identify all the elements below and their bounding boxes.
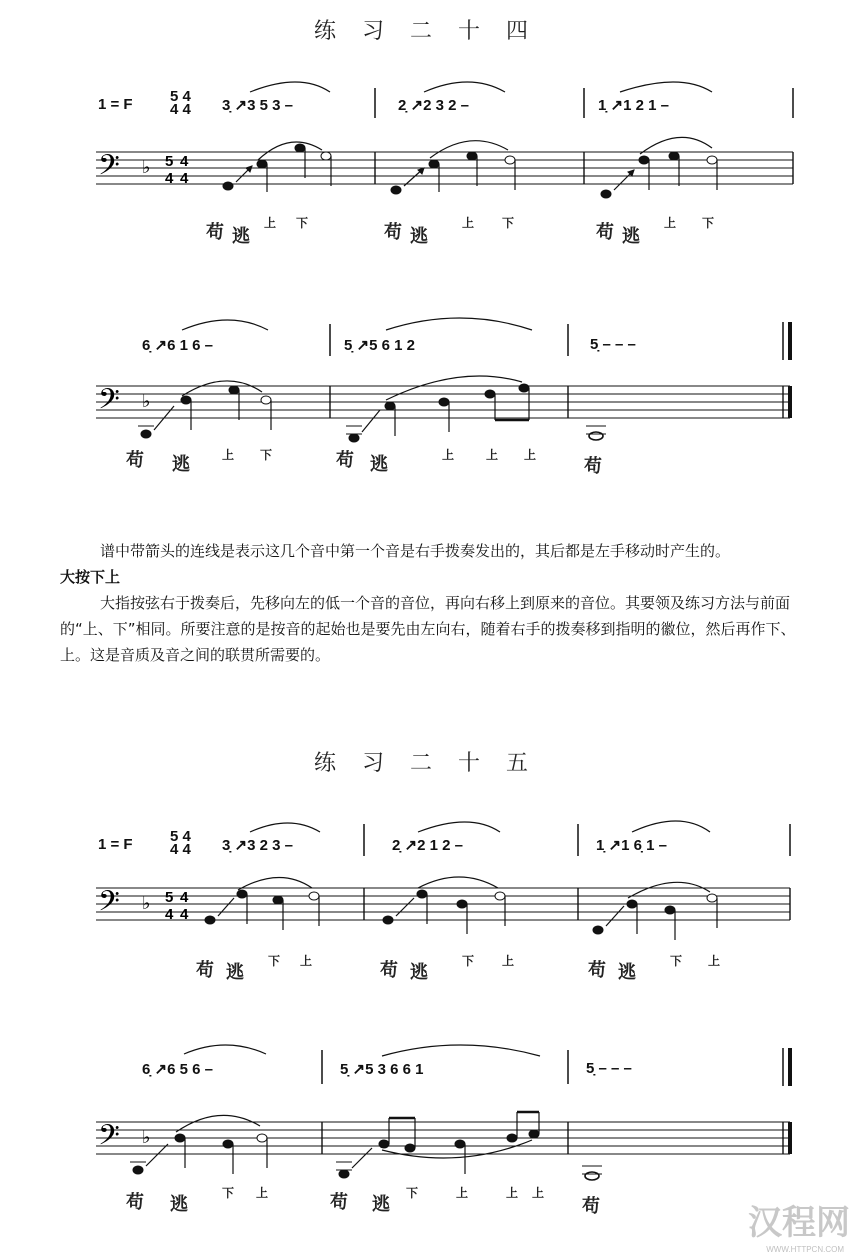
measure-2-notation: 2̣ ↗2 1 2 – [392,837,463,854]
fingering-char: 上 [664,216,677,230]
bass-clef-icon: 𝄢 [98,149,120,189]
paragraph-technique: 大指按弦右于拨奏后，先移向左的低一个音的音位，再向右移上到原来的音位。其要领及练习方法与前面的“上、下”相同。所要注意的是按音的起始也是要先由左向右，随着右手的拨奏移到指明的徽位，然后再作下、上。这是音质及音之间的联贯所需要的。 [60,594,796,664]
bass-clef-icon: 𝄢 [98,1119,120,1159]
fingering-char: 苟 [206,222,224,243]
measure-6-notation: 5̣ – – – [586,1060,632,1077]
fingering-char: 上 [486,448,499,462]
slur-arc [250,82,330,92]
staff-row-3 [0,800,868,1000]
fingering-char: 下 [260,448,273,462]
measure-5-notation: 5̣ ↗5 3 6 6 1 [340,1061,424,1078]
time-signature-top: 5 4 [170,88,191,105]
svg-text:4: 4 [180,889,189,906]
time-signature-top: 5 4 [170,828,191,845]
fingering-char: 上 [532,1186,545,1200]
svg-text:4: 4 [180,153,189,170]
bass-clef-icon: 𝄢 [98,885,120,925]
key-signature-label: 1 = F [98,96,133,113]
fingering-char: 逃 [370,454,388,475]
exercise-25-title: 练习二十五 [313,751,554,776]
measure-4-notation: 6̣ ↗6 1 6 – [142,337,213,354]
fingering-char: 下 [670,954,683,968]
fingering-char: 上 [456,1186,469,1200]
fingering-char: 下 [222,1186,235,1200]
staff-row-2 [0,260,868,520]
measure-1-notation: 3̣ ↗3 2 3 – [222,837,293,854]
fingering-char: 下 [502,216,515,230]
fingering-char: 苟 [330,1192,348,1213]
time-signature-bottom: 4 4 [170,101,191,118]
fingering-char: 上 [506,1186,519,1200]
fingering-char: 逃 [618,962,636,983]
fingering-char: 下 [406,1186,419,1200]
fingering-char: 苟 [336,450,354,471]
fingering-char: 苟 [584,456,602,477]
fingering-char: 下 [702,216,715,230]
time-signature-bottom: 4 4 [170,841,191,858]
measure-3-notation: 1̣ ↗1 2 1 – [598,97,669,114]
fingering-char: 苟 [582,1196,600,1217]
notes-measure-2 [391,141,515,194]
key-signature-label: 1 = F [98,836,133,853]
fingering-char: 逃 [172,454,190,475]
explanation-text [60,538,820,668]
watermark-url: WWW.HTTPCN.COM [766,1245,844,1254]
fingering-char: 苟 [126,450,144,471]
flat-icon: ♭ [142,157,151,178]
fingering-char: 苟 [196,960,214,981]
section-heading: 大按下上 [60,568,121,586]
flat-icon: ♭ [142,893,151,914]
measure-5-notation: 5̣ ↗5 6 1 2 [344,337,415,354]
svg-text:4: 4 [165,170,174,187]
staff-lines [96,152,793,184]
fingering-char: 上 [256,1186,269,1200]
fingering-char: 逃 [170,1194,188,1215]
fingering-char: 下 [462,954,475,968]
fingering-char: 上 [300,954,313,968]
fingering-char: 苟 [384,222,402,243]
fingering-char: 逃 [410,226,428,247]
fingering-char: 逃 [232,226,250,247]
bass-clef-icon: 𝄢 [98,383,120,423]
staff-row-1 [0,0,868,260]
measure-3-notation: 1̣ ↗1 6̣ 1 – [596,837,667,854]
fingering-char: 下 [296,216,309,230]
svg-text:4: 4 [180,170,189,187]
fingering-char: 苟 [126,1192,144,1213]
measure-4-notation: 6̣ ↗6 5 6 – [142,1061,213,1078]
fingering-char: 苟 [588,960,606,981]
flat-icon: ♭ [142,391,151,412]
watermark-logo: 汉程网 [748,1203,850,1243]
svg-text:5: 5 [165,889,174,906]
fingering-char: 上 [222,448,235,462]
fingering-char: 上 [524,448,537,462]
fingering-char: 苟 [596,222,614,243]
fingering-char: 逃 [622,226,640,247]
flat-icon: ♭ [142,1127,151,1148]
measure-2-notation: 2̣ ↗2 3 2 – [398,97,469,114]
fingering-char: 上 [264,216,277,230]
exercise-24-title: 练习二十四 [313,19,554,44]
svg-text:5: 5 [165,153,174,170]
svg-text:4: 4 [165,906,174,923]
fingering-char: 逃 [226,962,244,983]
measure-1-notation: 3̣ ↗3 5 3 – [222,97,293,114]
fingering-char: 上 [502,954,515,968]
fingering-char: 逃 [372,1194,390,1215]
fingering-char: 上 [708,954,721,968]
slur-arc [424,82,505,92]
paragraph-arrow-slur: 谱中带箭头的连线是表示这几个音中第一个音是右手拨奏发出的，其后都是左手移动时产生的。 [100,542,731,560]
fingering-char: 逃 [410,962,428,983]
slur-arc [620,82,712,92]
measure-6-notation: 5̣ – – – [590,336,636,353]
fingering-char: 上 [442,448,455,462]
fingering-char: 上 [462,216,475,230]
fingering-char: 下 [268,954,281,968]
svg-text:4: 4 [180,906,189,923]
fingering-char: 苟 [380,960,398,981]
